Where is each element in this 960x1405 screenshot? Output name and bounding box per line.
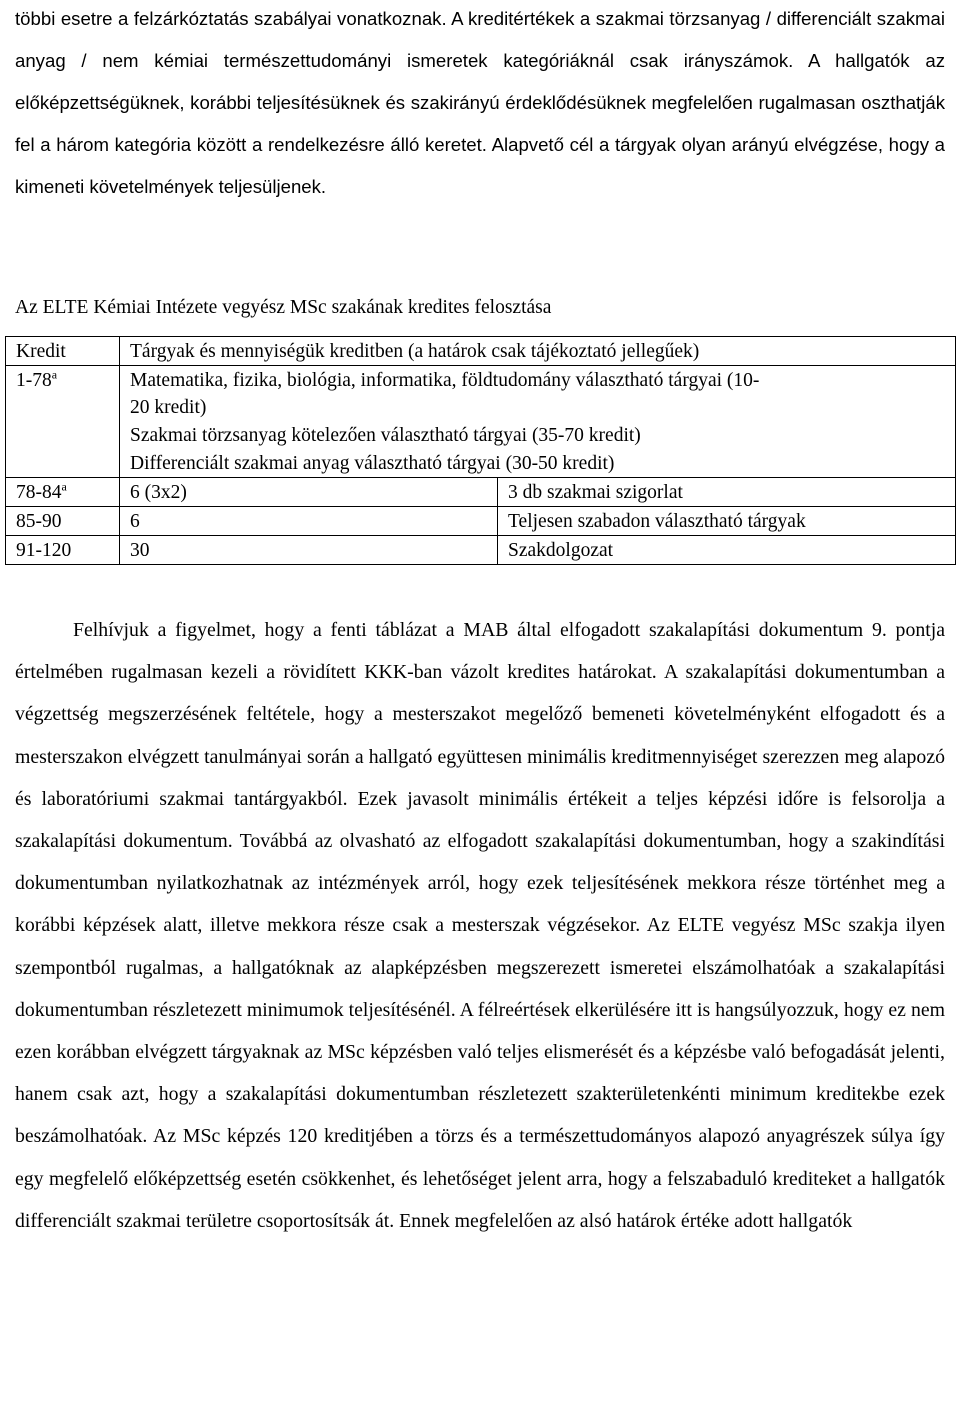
row-description: Szakmai törzsanyag kötelezően választható tárgyai (35-70 kredit) [120,421,956,449]
range-text: 78-84 [16,482,62,503]
intro-line: többi esetre a felzárkóztatás szabályai vonatkoznak. A kreditértékek a szakmai törzsanyag / [15,8,772,29]
body-paragraph [15,609,945,1242]
intro-line: érdeklődésüknek megfelelően rugalmasan oszthatják fel a három kategória között a [15,92,945,155]
row-description [120,366,956,422]
header-kredit: Kredit [6,337,120,366]
row-credits: 30 [120,536,498,565]
intro-line: differenciált szakmai anyag / nem kémiai természettudományi ismeretek kategóriáknál csak [15,8,946,71]
row-description: Szakdolgozat [498,536,956,565]
table-row [6,536,956,565]
table-row [6,507,956,536]
row-description: Differenciált szakmai anyag választható tárgyai (30-50 kredit) [120,449,956,478]
description-line: 20 kredit) [130,397,207,418]
table-row [6,478,956,507]
row-description: Teljesen szabadon választható tárgyak [498,507,956,536]
table-row [6,421,956,449]
table-row [6,449,956,478]
table-header-row [6,337,956,366]
footnote-marker: a [51,367,58,382]
range-text: 1-78 [16,370,52,391]
intro-paragraph [15,0,945,208]
row-credit-range [6,478,120,507]
row-description: 3 db szakmai szigorlat [498,478,956,507]
row-credit-range [6,366,120,478]
table-title: Az ELTE Kémiai Intézete vegyész MSc szakának kredites felosztása [15,297,552,318]
body-paragraph-text: Felhívjuk a figyelmet, hogy a fenti táblázat a MAB által elfogadott szakalapítási dokumentum 9. pontja értelmében rugalmasan kezeli a rövidített KKK-ban vázolt kredites határokat. A szakalapítási dokumentumban a végzettség megszerzésének feltétele, hogy a mesterszakot megelőző bemeneti követelményként elfogadott és a mesterszakon elvégzett tanulmányai során a hallgató együttesen minimális kreditmennyiséget szerezzen meg alapozó és laboratóriumi szakmai tantárgyakból. Ezek javasolt minimális értékeit a teljes képzési időre is felsorolja a szakalapítási dokumentum. Továbbá az olvasható az elfogadott szakalapítási dokumentumban, hogy a szakindítási dokumentumban nyilatkozhatnak az intézmények arról, hogy ezek teljesítésének mekkora része történhet meg a korábbi képzések alatt, illetve mekkora része csak a mesterszak végzésekor. Az ELTE vegyész MSc szakja ilyen szempontból rugalmas, a hallgatóknak az alapképzésben megszerezett ismeretei elszámolhatóak a szakalapítási dokumentumban részletezett minimumok teljesítésénél. A félreértések elkerülésére itt is hangsúlyozzuk, hogy ez nem ezen korábban elvégzett tárgyaknak az MSc képzésben való teljes elismerését és a képzésbe való befogadását jelenti, hanem csak azt, hogy a szakalapítási dokumentumban részletezett szakterületenkénti minimum kreditekbe ezek beszámolhatóak. Az MSc képzés 120 kreditjében a törzs és a természettudományos alapozó anyagrészek súlya így egy megfelelő előképzettség esetén csökkenhet, és lehetőséget jelent arra, hogy a felszabaduló krediteket a hallgatók differenciált szakmai területre csoportosítsák át. Ennek megfelelően az alsó határok értéke adott hallgatók [15,619,945,1232]
row-credits: 6 (3x2) [120,478,498,507]
row-credit-range: 85-90 [6,507,120,536]
intro-line: követelmények teljesüljenek. [89,176,327,197]
row-credits: 6 [120,507,498,536]
table-row [6,366,956,422]
credit-distribution-table [5,336,956,565]
description-line: Matematika, fizika, biológia, informatika, földtudomány választható tárgyai (10- [130,370,760,391]
row-credit-range: 91-120 [6,536,120,565]
intro-line: irányszámok. A hallgatók az előképzettségüknek, korábbi teljesítésüknek és szakirányú [15,50,946,113]
intro-line: rendelkezésre álló keretet. Alapvető cél a tárgyak olyan arányú elvégzése, hogy a kimeneti [15,134,945,197]
footnote-marker: a [61,479,67,494]
header-description: Tárgyak és mennyiségük kreditben (a határok csak tájékoztató jellegűek) [120,337,956,366]
